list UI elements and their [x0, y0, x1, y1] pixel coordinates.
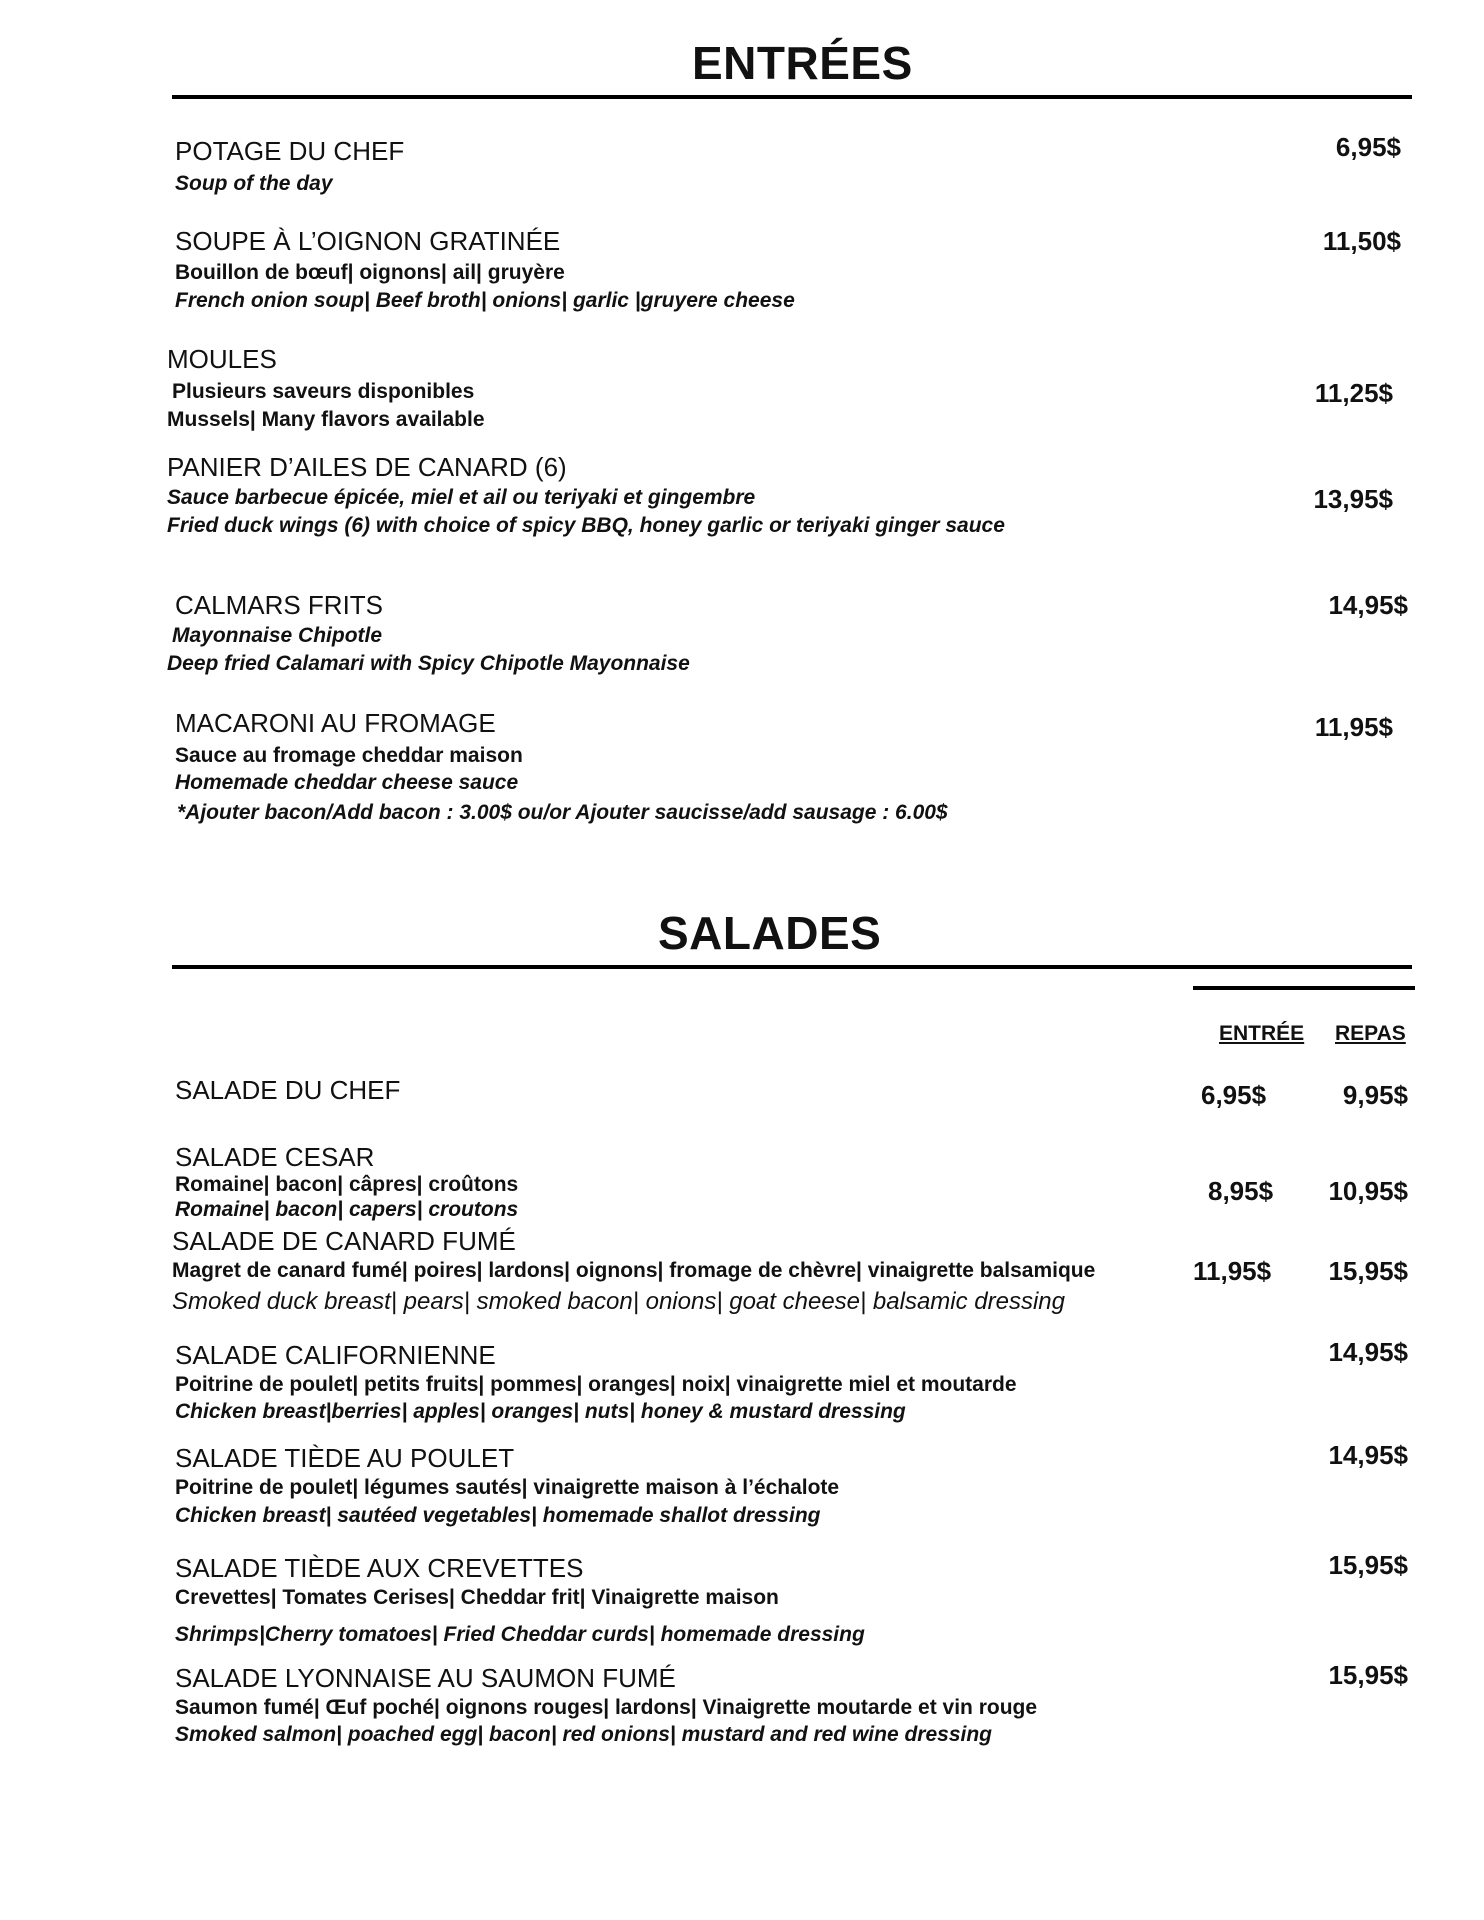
item-english: Homemade cheddar cheese sauce	[175, 771, 519, 794]
item-note: *Ajouter bacon/Add bacon : 3.00$ ou/or Ajouter saucisse/add sausage : 6.00$	[177, 801, 948, 824]
price-columns-rule	[1193, 986, 1415, 990]
item-name: MOULES	[167, 344, 277, 374]
item-price-repas: 15,95$	[1328, 1550, 1408, 1580]
item-name: SALADE TIÈDE AUX CREVETTES	[175, 1553, 584, 1583]
item-price-repas: 9,95$	[1342, 1080, 1408, 1110]
salades-rule	[172, 965, 1412, 969]
item-price-entree: 11,95$	[1193, 1256, 1272, 1286]
item-french: Saumon fumé| Œuf poché| oignons rouges| lardons| Vinaigrette moutarde et vin rouge	[175, 1696, 1038, 1719]
item-price: 13,95$	[1313, 484, 1393, 514]
item-french: Romaine| bacon| câpres| croûtons	[175, 1173, 519, 1196]
item-price-repas: 15,95$	[1328, 1660, 1408, 1690]
item-name: PANIER D’AILES DE CANARD (6)	[167, 452, 567, 482]
entrees-rule	[172, 95, 1412, 99]
item-price-entree: 6,95$	[1201, 1080, 1267, 1110]
item-french: Mayonnaise Chipotle	[172, 624, 383, 647]
item-price-entree: 8,95$	[1208, 1176, 1274, 1206]
item-price: 11,95$	[1314, 712, 1393, 742]
item-price: 14,95$	[1328, 590, 1408, 620]
item-price: 11,25$	[1314, 378, 1393, 408]
item-price-repas: 10,95$	[1328, 1176, 1408, 1206]
item-name: SALADE CALIFORNIENNE	[175, 1340, 496, 1370]
item-french: Poitrine de poulet| légumes sautés| vinaigrette maison à l’échalote	[175, 1476, 840, 1499]
item-english: Chicken breast| sautéed vegetables| homemade shallot dressing	[175, 1504, 821, 1527]
item-english: Shrimps|Cherry tomatoes| Fried Cheddar curds| homemade dressing	[175, 1623, 865, 1646]
item-price: 11,50$	[1322, 226, 1401, 256]
item-english: Fried duck wings (6) with choice of spicy BBQ, honey garlic or teriyaki ginger sauce	[167, 514, 1005, 537]
item-english: Smoked salmon| poached egg| bacon| red onions| mustard and red wine dressing	[175, 1723, 992, 1746]
item-name: SALADE CESAR	[175, 1142, 375, 1172]
salades-title: SALADES	[658, 907, 882, 959]
item-french: Magret de canard fumé| poires| lardons| oignons| fromage de chèvre| vinaigrette balsamique	[172, 1259, 1096, 1282]
item-french: Poitrine de poulet| petits fruits| pommes| oranges| noix| vinaigrette miel et moutarde	[175, 1373, 1017, 1396]
item-english: French onion soup| Beef broth| onions| garlic |gruyere cheese	[175, 289, 795, 312]
item-name: CALMARS FRITS	[175, 590, 384, 620]
item-price-repas: 14,95$	[1328, 1440, 1408, 1470]
item-french: Crevettes| Tomates Cerises| Cheddar frit| Vinaigrette maison	[175, 1586, 779, 1609]
column-header-repas: REPAS	[1335, 1022, 1406, 1045]
item-name: SALADE DU CHEF	[175, 1075, 401, 1105]
item-french: Plusieurs saveurs disponibles	[172, 380, 475, 403]
item-name: SOUPE À L’OIGNON GRATINÉE	[175, 226, 561, 256]
item-price-repas: 15,95$	[1328, 1256, 1408, 1286]
item-name: MACARONI AU FROMAGE	[175, 708, 496, 738]
item-english: Romaine| bacon| capers| croutons	[175, 1198, 519, 1221]
item-price-repas: 14,95$	[1328, 1337, 1408, 1367]
item-name: SALADE LYONNAISE AU SAUMON FUMÉ	[175, 1663, 676, 1693]
item-french: Sauce au fromage cheddar maison	[175, 744, 523, 767]
item-english: Chicken breast|berries| apples| oranges| nuts| honey & mustard dressing	[175, 1400, 906, 1423]
item-english: Soup of the day	[175, 172, 333, 195]
item-french: Bouillon de bœuf| oignons| ail| gruyère	[175, 261, 565, 284]
item-price: 6,95$	[1335, 132, 1401, 162]
item-name: POTAGE DU CHEF	[175, 136, 405, 166]
item-name: SALADE TIÈDE AU POULET	[175, 1443, 515, 1473]
item-english: Mussels| Many flavors available	[167, 408, 485, 431]
column-header-entree: ENTRÉE	[1219, 1022, 1305, 1045]
item-english: Deep fried Calamari with Spicy Chipotle Mayonnaise	[167, 652, 690, 675]
entrees-title: ENTRÉES	[692, 37, 913, 89]
item-english: Smoked duck breast| pears| smoked bacon| onions| goat cheese| balsamic dressing	[172, 1288, 1065, 1315]
item-french: Sauce barbecue épicée, miel et ail ou teriyaki et gingembre	[167, 486, 756, 509]
item-name: SALADE DE CANARD FUMÉ	[172, 1226, 516, 1256]
